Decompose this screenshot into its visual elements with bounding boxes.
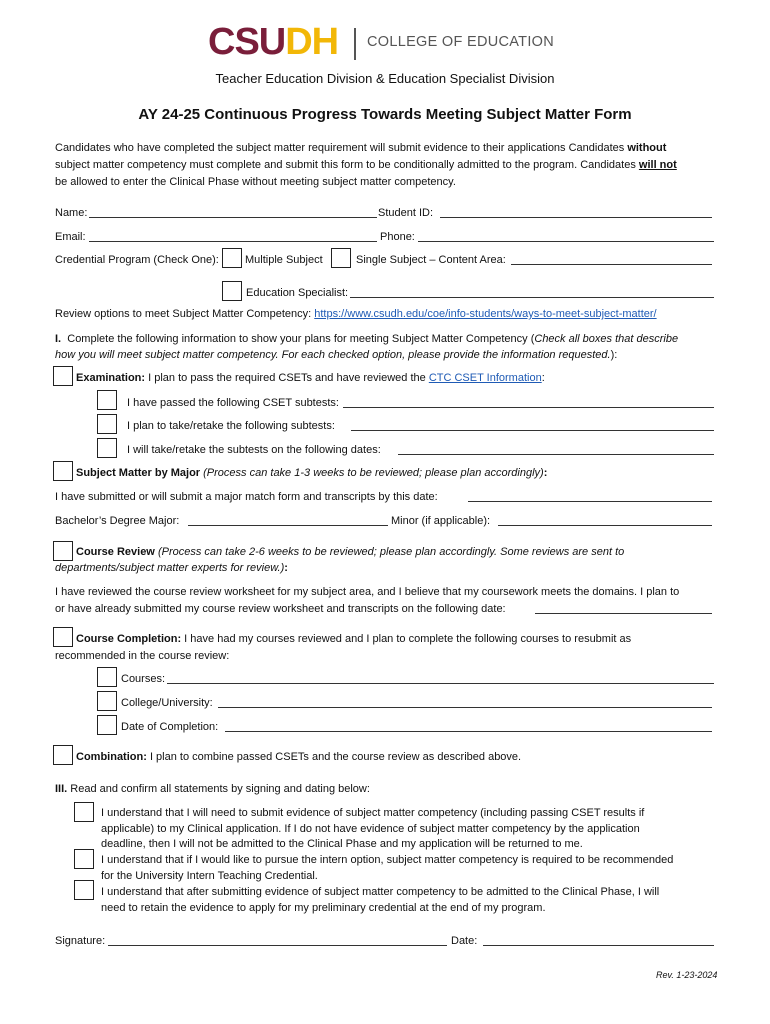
signature-label: Signature: (55, 935, 106, 947)
signature-field[interactable] (108, 935, 447, 946)
passed-subtests-checkbox[interactable] (97, 390, 117, 410)
college-checkbox[interactable] (97, 691, 117, 711)
page-title: AY 24-25 Continuous Progress Towards Meeting Subject Matter Form (138, 106, 632, 123)
major-match-label: I have submitted or will submit a major match form and transcripts by this date: (55, 491, 438, 503)
course-completion-line-1: Course Completion: I have had my courses reviewed and I plan to complete the following courses to resubmit as (76, 633, 632, 645)
statement-3-checkbox[interactable] (74, 880, 94, 900)
education-specialist-field[interactable] (350, 287, 714, 298)
major-match-date-field[interactable] (468, 491, 712, 502)
courses-checkbox[interactable] (97, 667, 117, 687)
intro-line-3: be allowed to enter the Clinical Phase without meeting subject matter competency. (55, 176, 456, 188)
csudh-logo: CSUDH (208, 21, 339, 63)
intro-line-2: subject matter competency must complete and submit this form to be conditionally admitted to the program. Candidates will not (55, 159, 677, 171)
combination-checkbox[interactable] (53, 745, 73, 765)
retake-subtests-label: I plan to take/retake the following subtests: (127, 420, 335, 432)
phone-label: Phone: (380, 231, 415, 243)
statement-2-line-1: I understand that if I would like to pursue the intern option, subject matter competency is required to be recommended (101, 854, 674, 866)
completion-date-label: Date of Completion: (121, 721, 219, 733)
logo-divider (354, 28, 356, 60)
course-review-date-field[interactable] (535, 603, 712, 614)
college-label: College/University: (121, 697, 213, 709)
course-review-line-2: departments/subject matter experts for review.): (55, 562, 288, 574)
retake-dates-field[interactable] (398, 444, 714, 455)
section-1-line-2: how you will meet subject matter competency. For each checked option, please provide the information requested.): (55, 349, 618, 361)
statement-3-line-2: need to retain the evidence to apply for my preliminary credential at the end of my program. (101, 902, 546, 914)
email-field[interactable] (89, 231, 377, 242)
minor-label: Minor (if applicable): (391, 515, 491, 527)
division-heading: Teacher Education Division & Education Specialist Division (215, 71, 555, 86)
college-field[interactable] (218, 697, 712, 708)
logo-college-text: COLLEGE OF EDUCATION (367, 34, 555, 50)
statement-1-line-2: applicable) to my Clinical application. If I do not have evidence of subject matter competency by the application (101, 823, 640, 835)
retake-dates-label: I will take/retake the subtests on the following dates: (127, 444, 381, 456)
combination-line: Combination: I plan to combine passed CSETs and the course review as described above. (76, 751, 522, 763)
course-review-text-1: I have reviewed the course review worksheet for my subject area, and I believe that my coursework meets the domains. I plan to (55, 586, 680, 598)
course-review-checkbox[interactable] (53, 541, 73, 561)
degree-major-field[interactable] (188, 515, 388, 526)
cset-info-link[interactable]: CTC CSET Information (428, 372, 542, 384)
degree-major-label: Bachelor’s Degree Major: (55, 515, 180, 527)
examination-checkbox[interactable] (53, 366, 73, 386)
major-checkbox[interactable] (53, 461, 73, 481)
course-review-line-1: Course Review (Process can take 2-6 weeks to be reviewed; please plan accordingly. Some reviews are sent to (76, 546, 625, 558)
education-specialist-checkbox[interactable] (222, 281, 242, 301)
single-subject-checkbox[interactable] (331, 248, 351, 268)
course-completion-line-2: recommended in the course review: (55, 650, 230, 662)
completion-date-checkbox[interactable] (97, 715, 117, 735)
statement-1-line-3: deadline, then I will not be admitted to the Clinical Phase and my application will be returned to me. (101, 838, 583, 850)
student-id-field[interactable] (440, 207, 712, 218)
courses-label: Courses: (121, 673, 166, 685)
course-review-text-2: or have already submitted my course review worksheet and transcripts on the following date: (55, 603, 506, 615)
review-options-link[interactable]: https://www.csudh.edu/coe/info-students/ways-to-meet-subject-matter/ (314, 308, 657, 320)
statement-1-checkbox[interactable] (74, 802, 94, 822)
multiple-subject-checkbox[interactable] (222, 248, 242, 268)
content-area-field[interactable] (511, 254, 712, 265)
statement-2-checkbox[interactable] (74, 849, 94, 869)
education-specialist-label: Education Specialist: (246, 287, 349, 299)
student-id-label: Student ID: (378, 207, 434, 219)
statement-1-line-1: I understand that I will need to submit evidence of subject matter competency (including passing CSET results if (101, 807, 645, 819)
section-1-line-1: I. Complete the following information to show your plans for meeting Subject Matter Competency (Check all boxes that describe (55, 333, 679, 345)
completion-date-field[interactable] (225, 721, 712, 732)
minor-field[interactable] (498, 515, 712, 526)
name-field[interactable] (89, 207, 377, 218)
date-label: Date: (451, 935, 478, 947)
revision-date: Rev. 1-23-2024 (656, 970, 718, 980)
passed-subtests-field[interactable] (343, 397, 714, 408)
course-completion-checkbox[interactable] (53, 627, 73, 647)
single-subject-label: Single Subject – Content Area: (356, 254, 506, 266)
statement-2-line-2: for the University Intern Teaching Credential. (101, 870, 318, 882)
retake-subtests-field[interactable] (351, 420, 714, 431)
examination-line: Examination: I plan to pass the required CSETs and have reviewed the CTC CSET Information: (76, 372, 545, 384)
credential-program-label: Credential Program (Check One): (55, 254, 219, 266)
passed-subtests-label: I have passed the following CSET subtests: (127, 397, 339, 409)
phone-field[interactable] (418, 231, 714, 242)
retake-dates-checkbox[interactable] (97, 438, 117, 458)
intro-line-1: Candidates who have completed the subject matter requirement will submit evidence to their applications Candidates without (55, 142, 667, 154)
major-line: Subject Matter by Major (Process can take 1-3 weeks to be reviewed; please plan accordingly): (76, 467, 548, 479)
email-label: Email: (55, 231, 86, 243)
date-field[interactable] (483, 935, 714, 946)
multiple-subject-label: Multiple Subject (245, 254, 323, 266)
statement-3-line-1: I understand that after submitting evidence of subject matter competency to be admitted to the Clinical Phase, I will (101, 886, 660, 898)
retake-subtests-checkbox[interactable] (97, 414, 117, 434)
section-3-heading: III. Read and confirm all statements by signing and dating below: (55, 783, 370, 795)
review-options: Review options to meet Subject Matter Competency: https://www.csudh.edu/coe/info-students/ways-to-meet-subject-matter/ (55, 308, 657, 320)
courses-field[interactable] (167, 673, 714, 684)
name-label: Name: (55, 207, 88, 219)
